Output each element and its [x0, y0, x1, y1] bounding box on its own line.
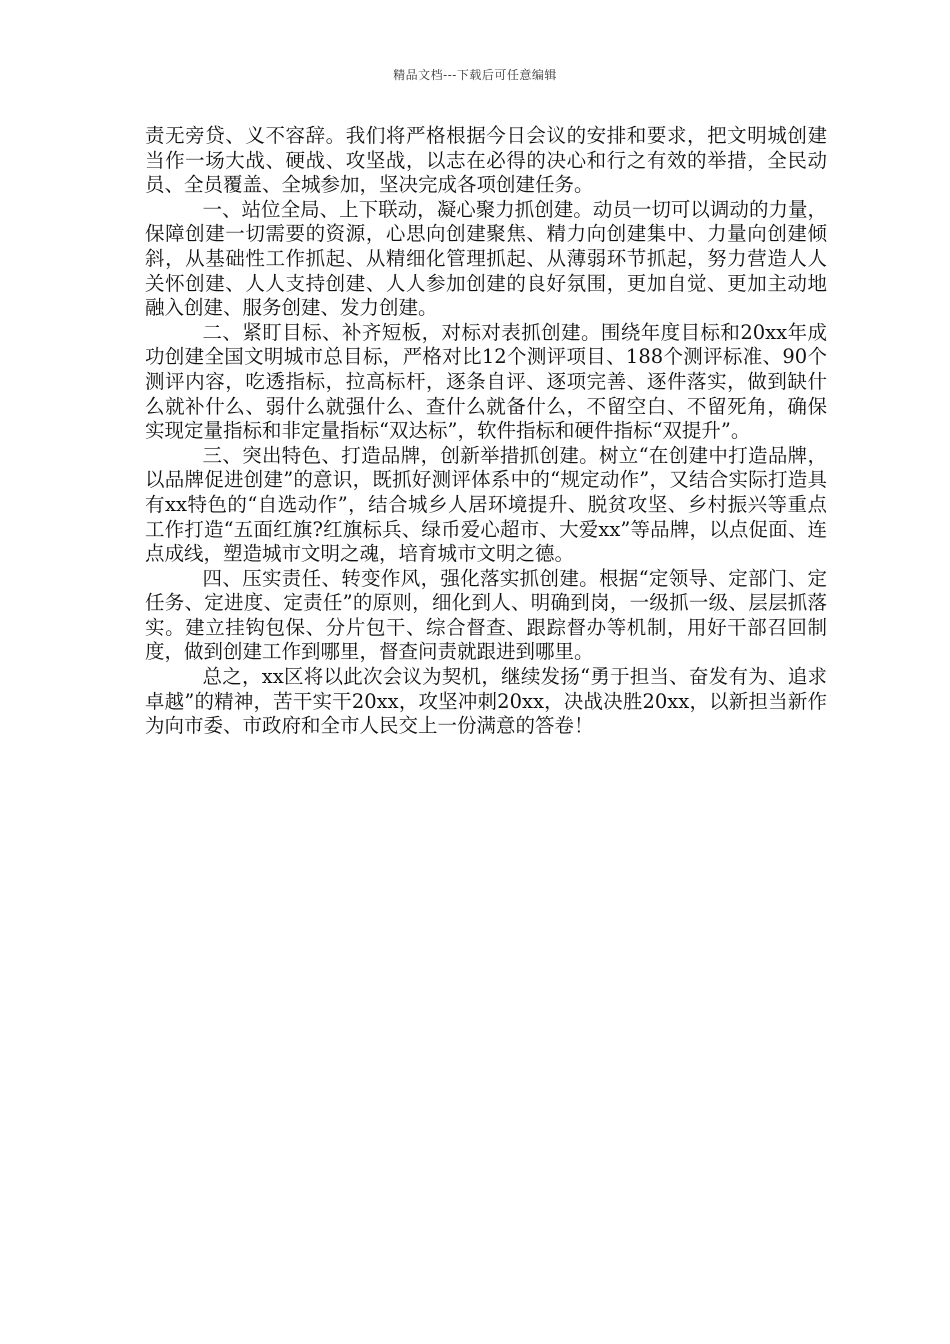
paragraph-section-one: 一、站位全局、上下联动，凝心聚力抓创建。动员一切可以调动的力量，保障创建一切需要的资源，心思向创建聚焦、精力向创建集中、力量向创建倾斜，从基础性工作抓起、从精细化管理抓起、从薄弱环节抓起，努力营造人人关怀创建、人人支持创建、人人参加创建的良好氛围，更加自觉、更加主动地融入创建、服务创建、发力创建。 [145, 197, 827, 320]
paragraph-conclusion: 总之，xx区将以此次会议为契机，继续发扬“勇于担当、奋发有为、追求卓越”的精神，苦干实干20xx，攻坚冲刺20xx，决战决胜20xx，以新担当新作为向市委、市政府和全市人民交上一份满意的答卷！ [145, 665, 827, 738]
paragraph-section-four: 四、压实责任、转变作风，强化落实抓创建。根据“定领导、定部门、定任务、定进度、定责任”的原则，细化到人、明确到岗，一级抓一级、层层抓落实。建立挂钩包保、分片包干、综合督查、跟踪督办等机制，用好干部召回制度，做到创建工作到哪里，督查问责就跟进到哪里。 [145, 566, 827, 664]
paragraph-section-two: 二、紧盯目标、补齐短板，对标对表抓创建。围绕年度目标和20xx年成功创建全国文明城市总目标，严格对比12个测评项目、188个测评标准、90个测评内容，吃透指标，拉高标杆，逐条自评、逐项完善、逐件落实，做到缺什么就补什么、弱什么就强什么、查什么就备什么，不留空白、不留死角，确保实现定量指标和非定量指标“双达标”，软件指标和硬件指标“双提升”。 [145, 320, 827, 443]
document-body [145, 124, 827, 739]
paragraph-continuation: 责无旁贷、义不容辞。我们将严格根据今日会议的安排和要求，把文明城创建当作一场大战、硬战、攻坚战，以志在必得的决心和行之有效的举措，全民动员、全员覆盖、全城参加，坚决完成各项创建任务。 [145, 124, 827, 197]
page-header: 精品文档---下载后可任意编辑 [393, 68, 557, 82]
paragraph-section-three: 三、突出特色、打造品牌，创新举措抓创建。树立“在创建中打造品牌，以品牌促进创建”的意识，既抓好测评体系中的“规定动作”，又结合实际打造具有xx特色的“自选动作”，结合城乡人居环境提升、脱贫攻坚、乡村振兴等重点工作打造“五面红旗?红旗标兵、绿币爱心超市、大爱xx”等品牌，以点促面、连点成线，塑造城市文明之魂，培育城市文明之德。 [145, 443, 827, 566]
